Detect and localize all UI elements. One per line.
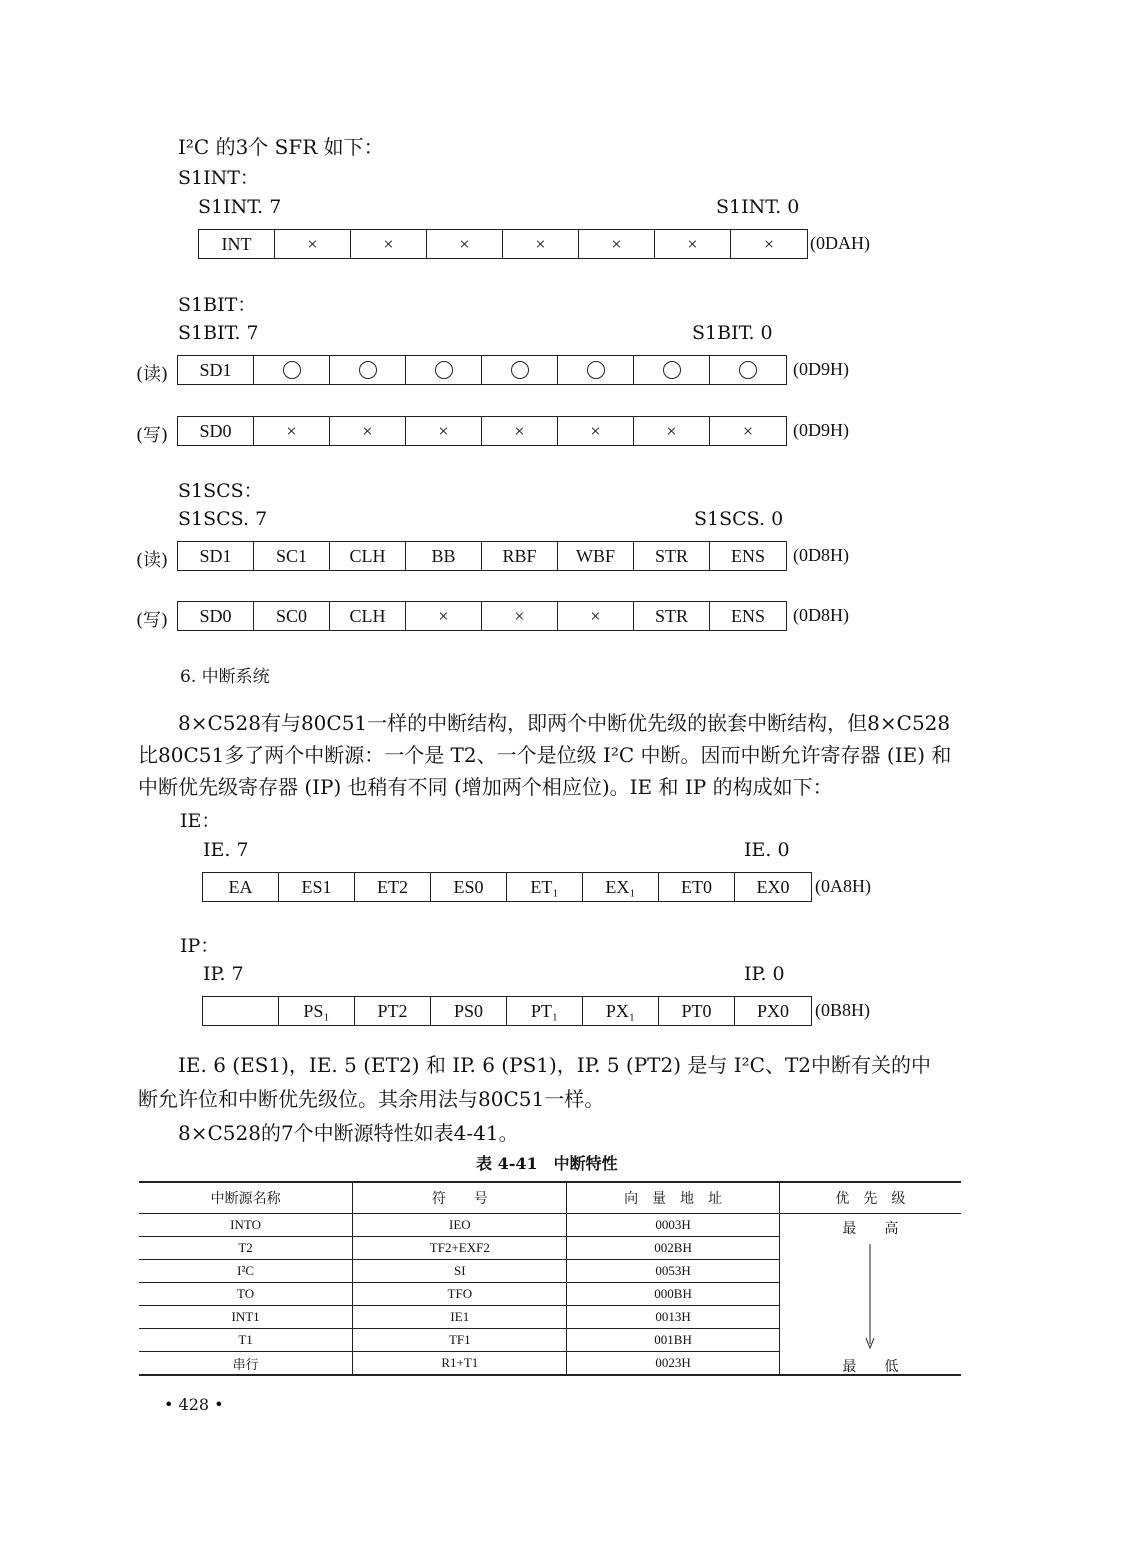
- ip-bit-3: PT₁: [507, 997, 583, 1025]
- s1scs-read-bit-1: STR: [634, 542, 710, 570]
- ie-bit-3: ET₁: [507, 873, 583, 901]
- s1scs-write-register: [177, 601, 787, 631]
- page-number: • 428 •: [164, 1395, 224, 1414]
- ie-bit-5: ET2: [355, 873, 431, 901]
- s1scs-read-address: (0D8H): [793, 545, 849, 565]
- s1bit-read-register: [177, 355, 787, 385]
- cell-symbol: SI: [353, 1260, 567, 1283]
- ie-register: [202, 872, 812, 902]
- cell-source: T2: [139, 1237, 353, 1260]
- cell-vector: 0023H: [567, 1352, 779, 1376]
- ip-address: (0B8H): [815, 1000, 870, 1020]
- s1int-bit-3: ×: [503, 230, 579, 258]
- ip-bit-5: PT2: [355, 997, 431, 1025]
- s1int-bit-0: ×: [763, 233, 775, 254]
- header-symbol: 符 号: [353, 1182, 567, 1214]
- intro-text: I²C 的3个 SFR 如下：: [178, 135, 384, 159]
- s1scs-read-bit-4: BB: [406, 542, 482, 570]
- s1bit-read-address: (0D9H): [793, 359, 849, 379]
- s1scs-bit-lo: S1SCS. 0: [694, 508, 784, 530]
- s1bit-title: S1BIT：: [178, 294, 257, 316]
- s1scs-read-label: (读): [136, 550, 169, 571]
- paragraph-2-line-1: IE. 6 (ES1)，IE. 5 (ET2) 和 IP. 6 (PS1)，IP. 5 (PT2) 是与 I²C、T2中断有关的中: [178, 1053, 932, 1077]
- ie-bit-4: ES0: [431, 873, 507, 901]
- s1bit-write-bit-7: SD0: [178, 417, 254, 445]
- ip-register: [202, 996, 812, 1026]
- header-priority: 优 先 级: [779, 1182, 961, 1214]
- s1scs-write-bit-0: ENS: [730, 605, 765, 626]
- s1scs-write-label: (写): [136, 610, 169, 631]
- s1bit-write-bit-5: ×: [330, 417, 406, 445]
- s1scs-read-bit-5: CLH: [330, 542, 406, 570]
- s1bit-write-bit-3: ×: [482, 417, 558, 445]
- s1bit-read-bit-2: [558, 356, 634, 384]
- reserved-circle-icon: [587, 361, 605, 379]
- s1scs-read-bit-3: RBF: [482, 542, 558, 570]
- paragraph-1-line-2: 比80C51多了两个中断源：一个是 T2、一个是位级 I²C 中断。因而中断允许寄存器 (IE) 和: [138, 743, 952, 767]
- s1bit-read-bit-7: SD1: [178, 356, 254, 384]
- s1bit-write-bit-4: ×: [406, 417, 482, 445]
- ie-bit-lo: IE. 0: [744, 839, 790, 861]
- cell-vector: 0053H: [567, 1260, 779, 1283]
- s1scs-read-bit-2: WBF: [558, 542, 634, 570]
- s1int-bit-1: ×: [655, 230, 731, 258]
- s1bit-read-bit-0: [710, 356, 786, 384]
- priority-cell: [779, 1214, 961, 1376]
- s1bit-write-bit-6: ×: [254, 417, 330, 445]
- s1int-bit-lo: S1INT. 0: [716, 196, 800, 218]
- cell-symbol: IE1: [353, 1306, 567, 1329]
- s1scs-title: S1SCS：: [178, 480, 263, 502]
- paragraph-1-line-1: 8×C528有与80C51一样的中断结构，即两个中断优先级的嵌套中断结构，但8×C528: [178, 711, 951, 735]
- ie-bit-6: ES1: [279, 873, 355, 901]
- s1int-bit-hi: S1INT. 7: [198, 196, 282, 218]
- interrupt-table: [139, 1181, 961, 1376]
- s1bit-write-register: [177, 416, 787, 446]
- s1scs-write-bit-5: CLH: [330, 602, 406, 630]
- s1scs-bit-hi: S1SCS. 7: [178, 508, 268, 530]
- header-vector: 向 量 地 址: [567, 1182, 779, 1214]
- ip-bit-1: PT0: [659, 997, 735, 1025]
- cell-symbol: R1+T1: [353, 1352, 567, 1376]
- ip-bit-hi: IP. 7: [203, 963, 244, 985]
- cell-source: 串行: [139, 1352, 353, 1376]
- s1int-address: (0DAH): [810, 233, 870, 253]
- s1scs-write-bit-2: ×: [558, 602, 634, 630]
- reserved-circle-icon: [663, 361, 681, 379]
- ip-title: IP：: [180, 935, 220, 957]
- cell-vector: 001BH: [567, 1329, 779, 1352]
- s1scs-write-address: (0D8H): [793, 605, 849, 625]
- s1scs-read-register: [177, 541, 787, 571]
- cell-vector: 000BH: [567, 1283, 779, 1306]
- paragraph-1-line-3: 中断优先级寄存器 (IP) 也稍有不同 (增加两个相应位)。IE 和 IP 的构成如下：: [138, 775, 833, 799]
- s1int-bit-6: ×: [275, 230, 351, 258]
- s1bit-read-bit-3: [482, 356, 558, 384]
- s1bit-read-bit-6: [254, 356, 330, 384]
- cell-vector: 0003H: [567, 1214, 779, 1237]
- cell-vector: 0013H: [567, 1306, 779, 1329]
- s1scs-read-bit-6: SC1: [254, 542, 330, 570]
- s1scs-write-bit-1: STR: [634, 602, 710, 630]
- ip-bit-lo: IP. 0: [744, 963, 785, 985]
- ip-bit-4: PS0: [431, 997, 507, 1025]
- s1scs-write-bit-4: ×: [406, 602, 482, 630]
- cell-source: INT1: [139, 1306, 353, 1329]
- paragraph-2-line-2: 断允许位和中断优先级位。其余用法与80C51一样。: [138, 1087, 605, 1111]
- ie-bit-7: EA: [203, 873, 279, 901]
- paragraph-2-line-3: 8×C528的7个中断源特性如表4-41。: [178, 1121, 519, 1145]
- table-row: [139, 1214, 961, 1237]
- reserved-circle-icon: [359, 361, 377, 379]
- ie-bit-1: ET0: [659, 873, 735, 901]
- s1scs-read-bit-7: SD1: [178, 542, 254, 570]
- section-heading: 6. 中断系统: [180, 667, 270, 687]
- ie-bit-hi: IE. 7: [203, 839, 249, 861]
- cell-symbol: TFO: [353, 1283, 567, 1306]
- cell-vector: 002BH: [567, 1237, 779, 1260]
- ie-bit-0: EX0: [756, 876, 790, 897]
- s1int-bit-5: ×: [351, 230, 427, 258]
- cell-symbol: IEO: [353, 1214, 567, 1237]
- table-header-row: [139, 1182, 961, 1214]
- reserved-circle-icon: [739, 361, 757, 379]
- reserved-circle-icon: [435, 361, 453, 379]
- s1scs-write-bit-7: SD0: [178, 602, 254, 630]
- s1bit-write-bit-2: ×: [558, 417, 634, 445]
- s1int-title: S1INT：: [178, 167, 259, 189]
- s1bit-bit-lo: S1BIT. 0: [692, 322, 773, 344]
- s1bit-read-bit-1: [634, 356, 710, 384]
- header-source: 中断源名称: [139, 1182, 353, 1214]
- s1bit-write-label: (写): [136, 425, 169, 446]
- ip-bit-7: [203, 997, 279, 1025]
- table-caption: 表 4-41 中断特性: [476, 1154, 618, 1173]
- ip-bit-6: PS₁: [279, 997, 355, 1025]
- priority-low: 最 低: [842, 1360, 899, 1375]
- reserved-circle-icon: [511, 361, 529, 379]
- ip-bit-2: PX₁: [583, 997, 659, 1025]
- s1bit-write-address: (0D9H): [793, 420, 849, 440]
- cell-symbol: TF2+EXF2: [353, 1237, 567, 1260]
- cell-source: I²C: [139, 1260, 353, 1283]
- cell-source: TO: [139, 1283, 353, 1306]
- priority-high: 最 高: [842, 1222, 899, 1237]
- s1bit-write-bit-1: ×: [634, 417, 710, 445]
- s1bit-read-bit-5: [330, 356, 406, 384]
- s1bit-write-bit-0: ×: [742, 420, 754, 441]
- ie-bit-2: EX₁: [583, 873, 659, 901]
- s1int-bit-7: INT: [199, 230, 275, 258]
- cell-symbol: TF1: [353, 1329, 567, 1352]
- cell-source: INTO: [139, 1214, 353, 1237]
- s1int-bit-2: ×: [579, 230, 655, 258]
- priority-arrow-icon: [864, 1244, 876, 1354]
- s1scs-write-bit-6: SC0: [254, 602, 330, 630]
- s1bit-read-bit-4: [406, 356, 482, 384]
- s1scs-read-bit-0: ENS: [730, 545, 765, 566]
- s1bit-read-label: (读): [136, 364, 169, 385]
- ie-title: IE：: [180, 810, 221, 832]
- s1int-register: [198, 229, 808, 259]
- s1bit-bit-hi: S1BIT. 7: [178, 322, 259, 344]
- s1int-bit-4: ×: [427, 230, 503, 258]
- cell-source: T1: [139, 1329, 353, 1352]
- ip-bit-0: PX0: [756, 1000, 789, 1021]
- ie-address: (0A8H): [815, 876, 871, 896]
- s1scs-write-bit-3: ×: [482, 602, 558, 630]
- reserved-circle-icon: [283, 361, 301, 379]
